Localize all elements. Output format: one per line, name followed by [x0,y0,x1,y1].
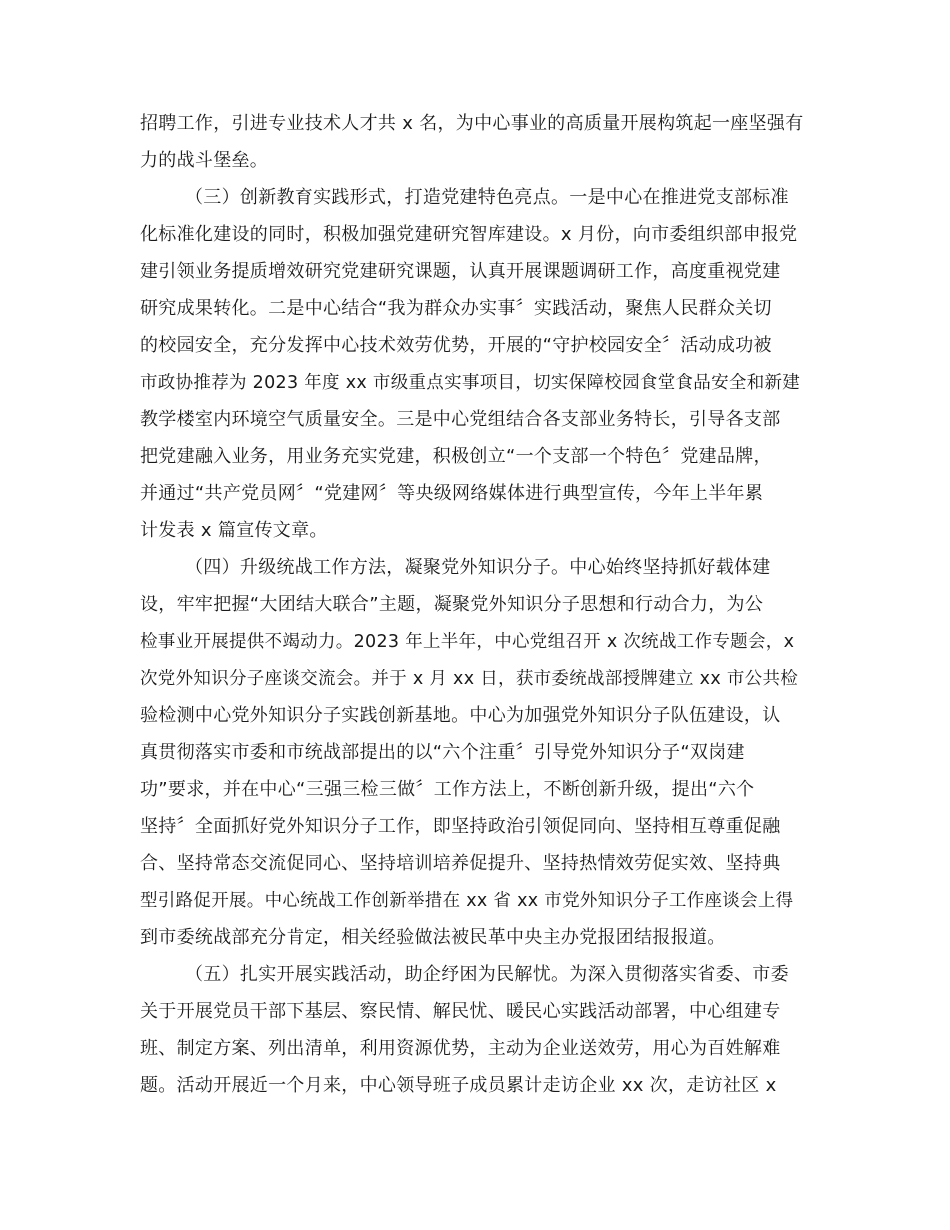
text-line: 设，牢牢把握“大团结大联合”主题，凝聚党外知识分子思想和行动合力，为公 [140,594,764,615]
text-line: 的校园安全，充分发挥中心技术效劳优势，开展的“守护校园安全〞活动成功被 [140,335,772,356]
text-line: 关于开展党员干部下基层、察民情、解民忧、暖民心实践活动部署，中心组建专 [140,1001,781,1022]
text-line: 招聘工作，引进专业技术人才共 x 名，为中心事业的高质量开展构筑起一座坚强有 [140,113,804,134]
section-heading-line: （五）扎实开展实践活动，助企纾困为民解忧。为深入贯彻落实省委、市委 [185,964,789,985]
text-line: 把党建融入业务，用业务充实党建，积极创立“一个支部一个特色〞党建品牌， [140,446,772,467]
text-line: 并通过“共产党员网〞“党建网〞等央级网络媒体进行典型宣传，今年上半年累 [140,483,764,504]
text-line: 验检测中心党外知识分子实践创新基地。中心为加强党外知识分子队伍建设，认 [140,705,781,726]
text-line: 合、坚持常态交流促同心、坚持培训培养促提升、坚持热情效劳促实效、坚持典 [140,853,781,874]
text-line: 题。活动开展近一个月来，中心领导班子成员累计走访企业 xx 次，走访社区 x [140,1075,777,1096]
text-line: 真贯彻落实市委和市统战部提出的以“六个注重〞引导党外知识分子“双岗建 [140,742,745,763]
text-line: 教学楼室内环境空气质量安全。三是中心党组结合各支部业务特长，引导各支部 [140,409,781,430]
text-line: 型引路促开展。中心统战工作创新举措在 xx 省 xx 市党外知识分子工作座谈会上得 [140,891,794,911]
section-heading-line: （三）创新教育实践形式，打造党建特色亮点。一是中心在推进党支部标准 [185,187,789,208]
text-line: 坚持〞全面抓好党外知识分子工作，即坚持政治引领促同向、坚持相互尊重促融 [140,816,781,837]
text-line: 功”要求，并在中心“三强三检三做〞工作方法上，不断创新升级，提出“六个 [140,779,755,800]
text-line: 市政协推荐为 2023 年度 xx 市级重点实事项目，切实保障校园食堂食品安全和新建 [140,373,801,393]
text-line: 计发表 x 篇宣传文章。 [140,520,328,541]
text-line: 班、制定方案、列出清单，利用资源优势，主动为企业送效劳，用心为百姓解难 [140,1038,781,1059]
text-line: 次党外知识分子座谈交流会。并于 x 月 xx 日，获市委统战部授牌建立 xx 市公共检 [140,669,799,689]
text-line: 建引领业务提质增效研究党建研究课题，认真开展课题调研工作，高度重视党建 [140,261,781,282]
section-heading-line: （四）升级统战工作方法，凝聚党外知识分子。中心始终坚持抓好载体建 [185,557,771,578]
text-line: 力的战斗堡垒。 [140,150,269,171]
text-line: 研究成果转化。二是中心结合“我为群众办实事〞实践活动，聚焦人民群众关切 [140,298,772,319]
text-line: 化标准化建设的同时，积极加强党建研究智库建设。x 月份，向市委组织部申报党 [140,224,798,245]
text-line: 检事业开展提供不竭动力。2023 年上半年，中心党组召开 x 次统战工作专题会，x [140,632,795,652]
text-line: 到市委统战部充分肯定，相关经验做法被民革中央主办党报团结报报道。 [140,927,726,948]
